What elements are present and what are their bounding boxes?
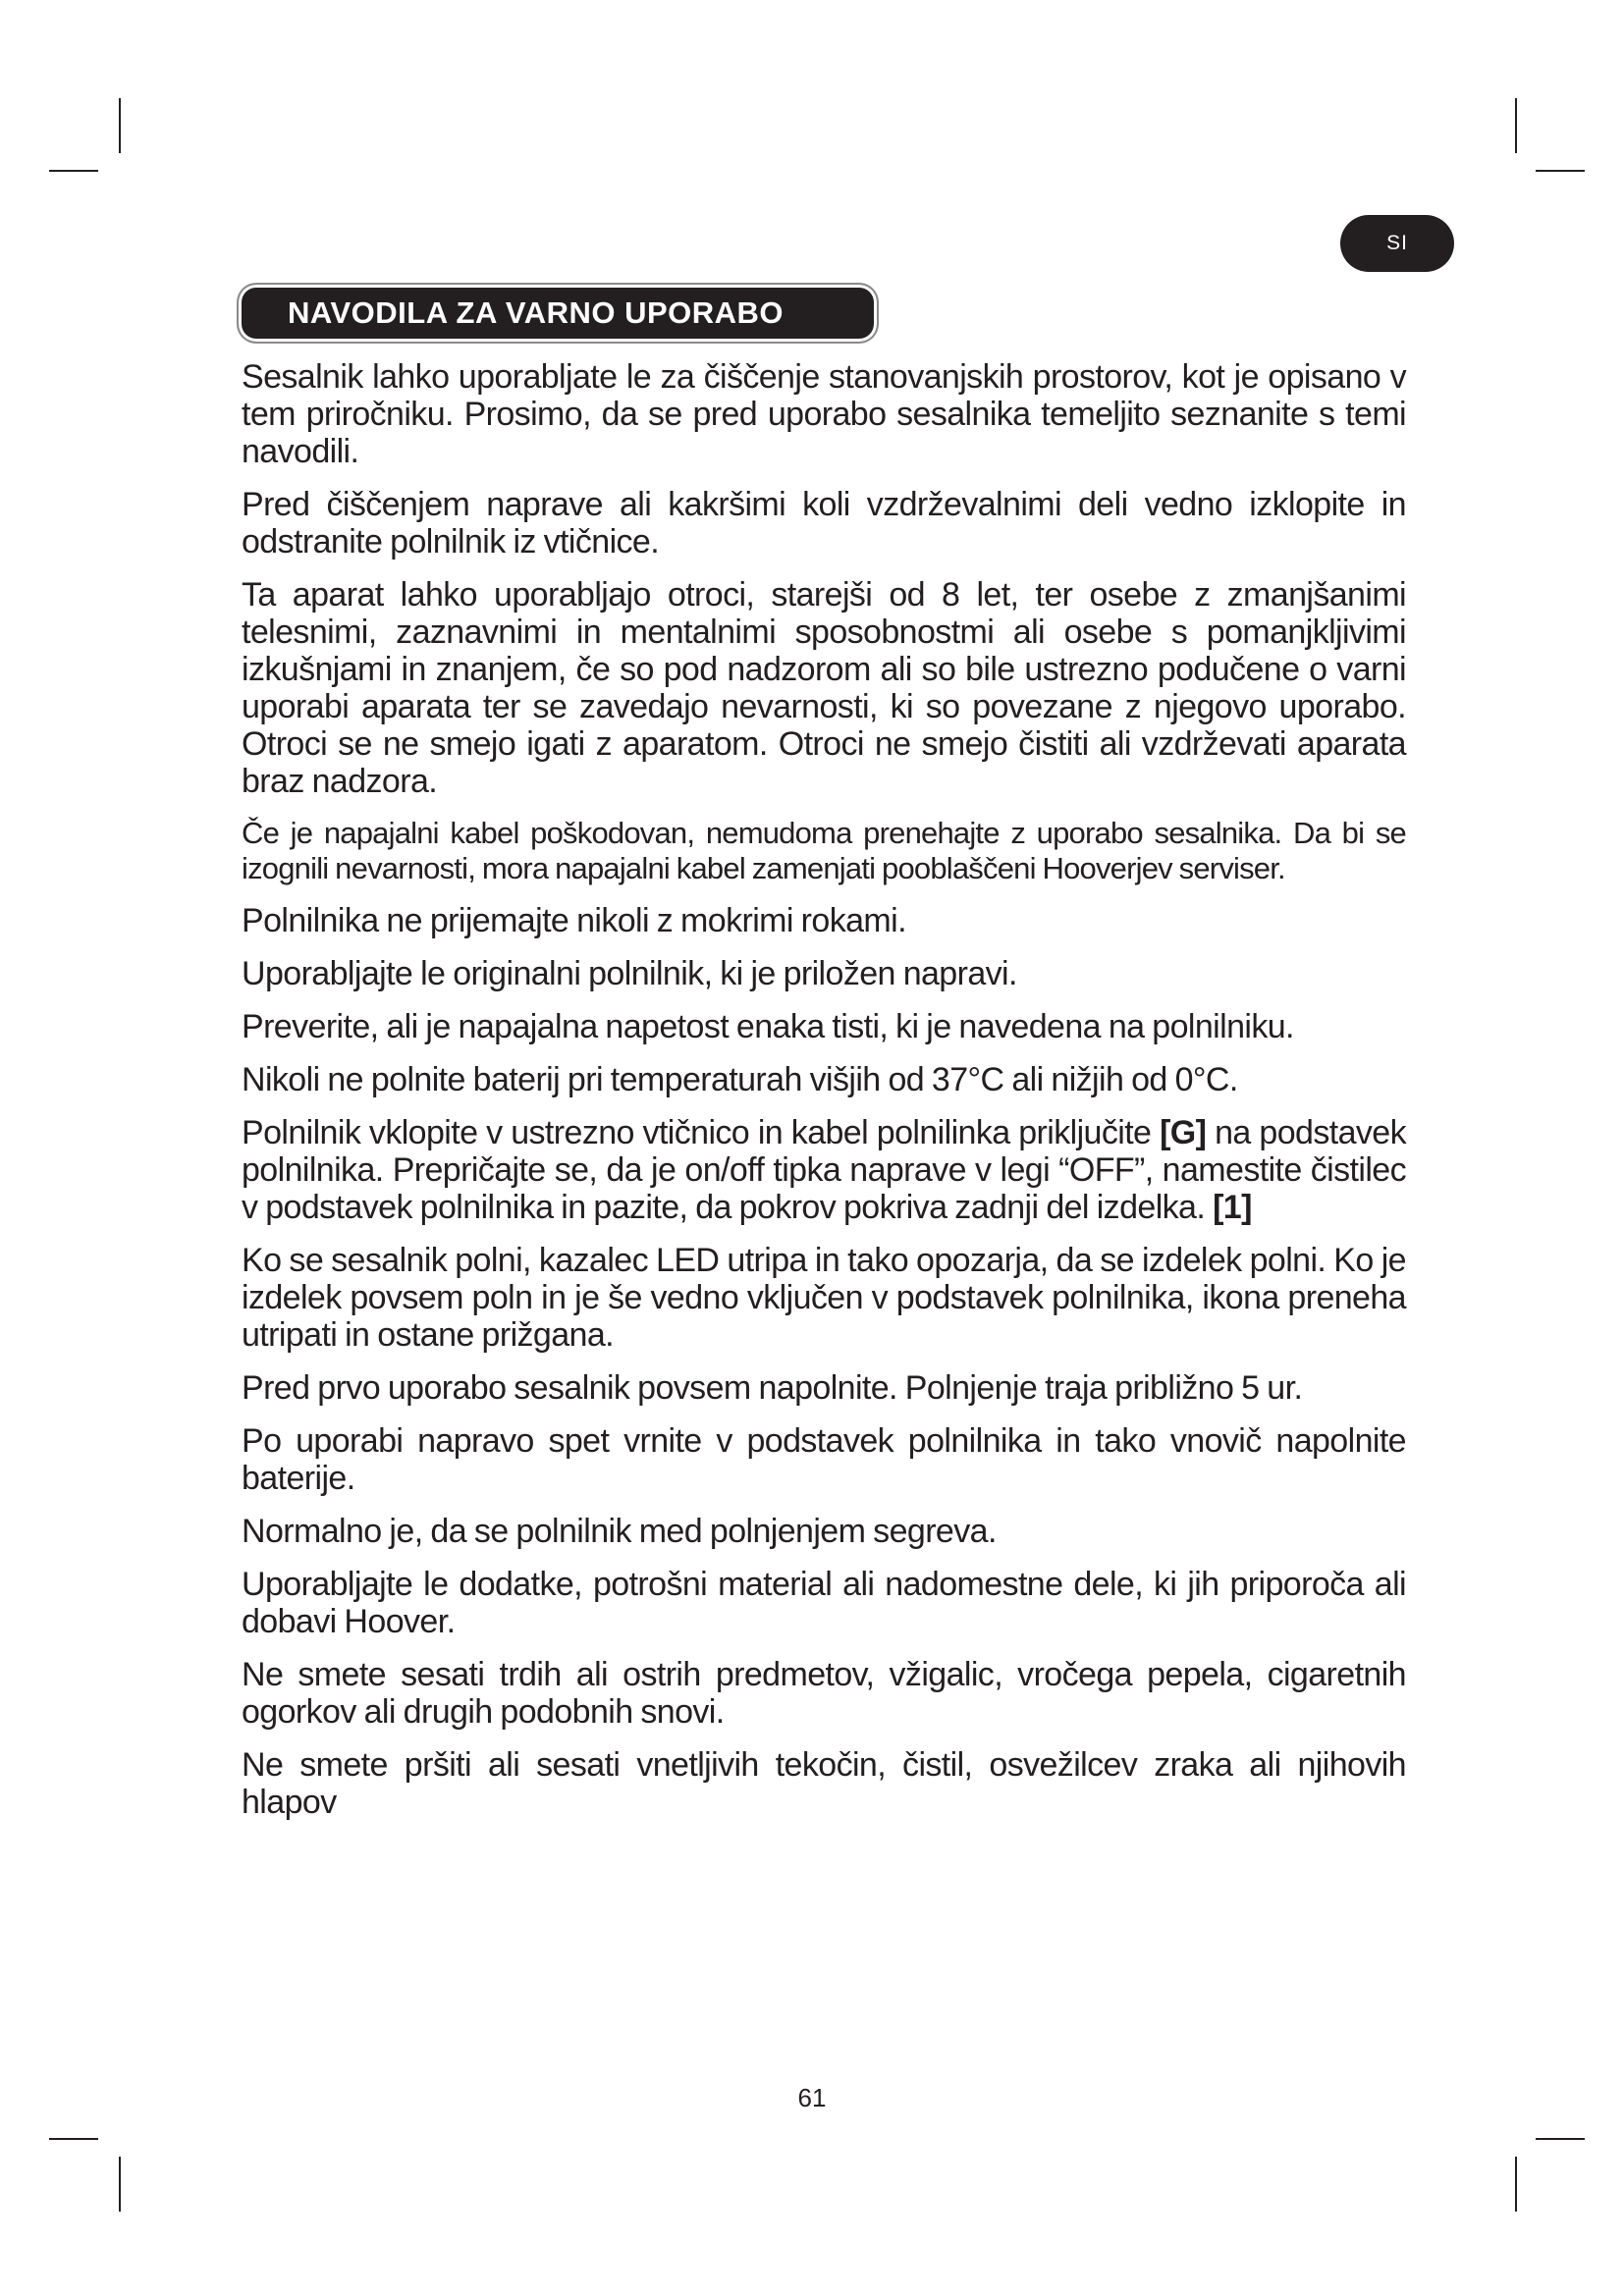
- instructions-body: [242, 358, 1406, 1837]
- paragraph-usage: Sesalnik lahko uporabljate le za čiščenje stanovanjskih prostorov, kot je opisano v tem priročniku. Prosimo, da se pred uporabo sesalnika temeljito seznanite s temi navodili.: [242, 358, 1406, 470]
- paragraph-unplug: Pred čiščenjem naprave ali kakršimi koli vzdrževalnimi deli vedno izklopite in odstranite polnilnik iz vtičnice.: [242, 486, 1406, 561]
- crop-mark-bottom-left-vertical: [119, 2157, 121, 2212]
- page-number: 61: [797, 2083, 827, 2112]
- charging-setup-text-1: Polnilnik vklopite v ustrezno vtičnico in kabel polnilinka priključite: [242, 1114, 1161, 1151]
- figure-ref-1: [1]: [1213, 1189, 1252, 1226]
- paragraph-led-indicator: Ko se sesalnik polni, kazalec LED utripa in tako opozarja, da se izdelek polni. Ko je izdelek povsem poln in je še vedno vključen v podstavek polnilnika, ikona preneha utripati in ostane prižgana.: [242, 1242, 1406, 1354]
- paragraph-hard-objects: Ne smete sesati trdih ali ostrih predmetov, vžigalic, vročega pepela, cigaretnih ogorkov ali drugih podobnih snovi.: [242, 1656, 1406, 1731]
- paragraph-original-charger: Uporabljajte le originalni polnilnik, ki je priložen napravi.: [242, 955, 1017, 992]
- paragraph-wet-hands: Polnilnika ne prijemajte nikoli z mokrimi rokami.: [242, 902, 906, 939]
- paragraph-voltage: Preverite, ali je napajalna napetost enaka tisti, ki je navedena na polnilniku.: [242, 1008, 1294, 1045]
- paragraph-charger-warm: Normalno je, da se polnilnik med polnjenjem segreva.: [242, 1513, 997, 1550]
- crop-mark-bottom-left-horizontal: [49, 2138, 98, 2140]
- paragraph-charging-setup: [242, 1114, 1406, 1226]
- paragraph-children: Ta aparat lahko uporabljajo otroci, starejši od 8 let, ter osebe z zmanjšanimi telesnimi, zaznavnimi in mentalnimi sposobnostmi ali osebe s pomanjkljivimi izkušnjami in znanjem, če so pod nadzorom ali so bile ustrezno podučene o varni uporabi aparata ter se zavedajo nevarnosti, ki so povezane z njegovo uporabo. Otroci se ne smejo igati z aparatom. Otroci ne smejo čistiti ali vzdrževati aparata braz nadzora.: [242, 576, 1406, 800]
- paragraph-first-charge: Pred prvo uporabo sesalnik povsem napolnite. Polnjenje traja približno 5 ur.: [242, 1369, 1303, 1407]
- figure-ref-g: [G]: [1160, 1114, 1207, 1151]
- language-badge: SI: [1340, 215, 1454, 272]
- crop-mark-top-left-vertical: [119, 98, 121, 153]
- paragraph-flammable-liquids: Ne smete pršiti ali sesati vnetljivih tekočin, čistil, osvežilcev zraka ali njihovih hlapov: [242, 1746, 1406, 1821]
- paragraph-accessories: Uporabljajte le dodatke, potrošni material ali nadomestne dele, ki jih priporoča ali dobavi Hoover.: [242, 1566, 1406, 1640]
- crop-mark-bottom-right-vertical: [1515, 2157, 1517, 2212]
- paragraph-damaged-cable: Če je napajalni kabel poškodovan, nemudoma prenehajte z uporabo sesalnika. Da bi se izognili nevarnosti, mora napajalni kabel zamenjati pooblaščeni Hooverjev serviser.: [242, 816, 1406, 885]
- crop-mark-top-right-horizontal: [1536, 170, 1585, 172]
- section-title: NAVODILA ZA VARNO UPORABO: [239, 285, 877, 342]
- charging-setup-text-2: na podstavek polnilnika. Prepričajte se, da je on/off tipka naprave v legi “OFF”, namestite čistilec v podstavek polnilnika in pazite, da pokrov pokriva zadnji del izdelka.: [242, 1114, 1407, 1226]
- paragraph-temperature: Nikoli ne polnite baterij pri temperaturah višjih od 37°C ali nižjih od 0°C.: [242, 1061, 1238, 1098]
- paragraph-after-use: Po uporabi napravo spet vrnite v podstavek polnilnika in tako vnovič napolnite baterije.: [242, 1422, 1406, 1497]
- crop-mark-top-right-vertical: [1515, 98, 1517, 153]
- crop-mark-bottom-right-horizontal: [1536, 2138, 1585, 2140]
- crop-mark-top-left-horizontal: [49, 170, 98, 172]
